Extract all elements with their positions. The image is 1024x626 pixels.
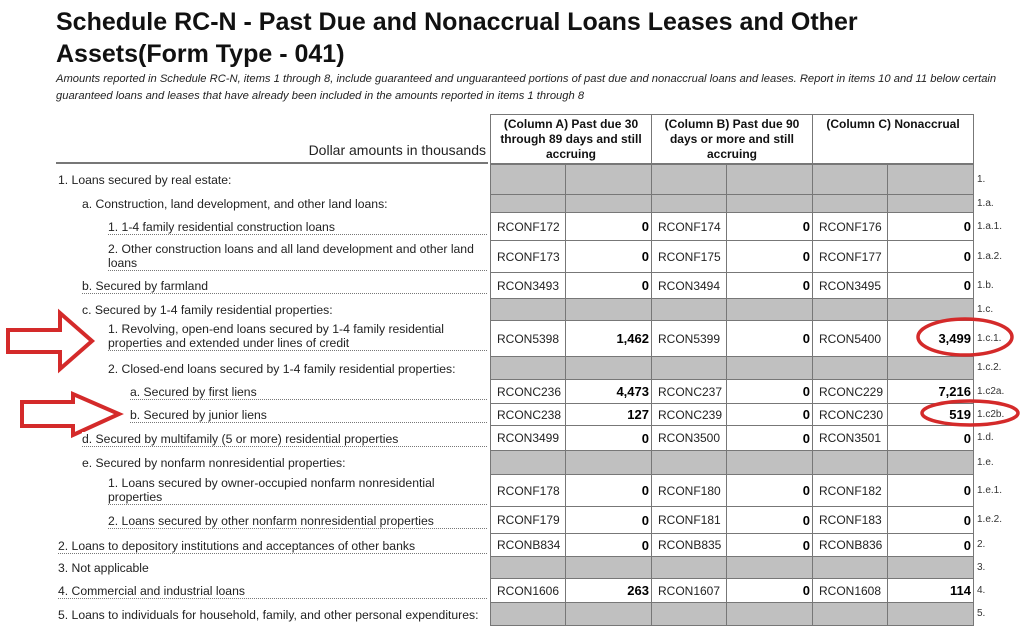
amount-value: 0: [726, 212, 813, 241]
line-item-label: [108, 322, 487, 351]
shaded-cell: [812, 450, 888, 475]
amount-value: 0: [565, 240, 652, 273]
mdrm-code: RCONF176: [812, 212, 888, 241]
mdrm-code: RCONC238: [490, 403, 566, 426]
mdrm-code: RCONF179: [490, 506, 566, 534]
amount-value: 0: [565, 533, 652, 557]
mdrm-code: RCON5398: [490, 320, 566, 357]
shaded-cell: [490, 298, 566, 321]
mdrm-code: RCON3494: [651, 272, 727, 299]
arrow-annotation-1c1: [8, 313, 92, 369]
column-b-header: (Column B) Past due 90 days or more and still accruing: [651, 114, 813, 164]
line-item-text: b. Secured by farmland: [82, 279, 209, 293]
amount-value: 0: [726, 533, 813, 557]
line-reference: 1.c.2.: [977, 362, 1002, 373]
line-item-label: [82, 197, 487, 211]
mdrm-code: RCONF174: [651, 212, 727, 241]
line-item-label: [82, 432, 487, 447]
line-item-text: 2. Closed-end loans secured by 1-4 family residential properties:: [108, 361, 456, 376]
shaded-cell: [565, 298, 652, 321]
shaded-cell: [887, 298, 974, 321]
line-item-label: [130, 385, 487, 400]
line-item-text: e. Secured by nonfarm nonresidential properties:: [82, 456, 346, 470]
amount-value: 0: [726, 578, 813, 603]
amount-value: 0: [887, 212, 974, 241]
line-item-text: 2. Other construction loans and all land development and other land loans: [108, 242, 474, 270]
line-item-text: 3. Not applicable: [58, 561, 149, 575]
line-item-text: c. Secured by 1-4 family residential properties:: [82, 303, 333, 317]
amount-value: 0: [887, 474, 974, 507]
column-a-header: (Column A) Past due 30 through 89 days and still accruing: [490, 114, 652, 164]
shaded-cell: [565, 194, 652, 213]
mdrm-code: RCONC237: [651, 379, 727, 404]
amount-value: 0: [565, 272, 652, 299]
mdrm-code: RCON3499: [490, 425, 566, 451]
amount-value: 7,216: [887, 379, 974, 404]
line-reference: 1.c.: [977, 303, 994, 315]
amount-value: 4,473: [565, 379, 652, 404]
shaded-cell: [812, 194, 888, 213]
dollar-amounts-label: Dollar amounts in thousands: [308, 142, 486, 158]
line-reference: 1.c2b.: [977, 408, 1005, 420]
line-reference: 5.: [977, 608, 986, 619]
amount-value: 0: [565, 212, 652, 241]
line-item-text: 5. Loans to individuals for household, family, and other personal expenditures:: [58, 607, 479, 622]
line-item-label: [58, 561, 487, 575]
mdrm-code: RCONC229: [812, 379, 888, 404]
line-item-label: [82, 303, 487, 317]
line-reference: 3.: [977, 561, 986, 573]
shaded-cell: [887, 164, 974, 195]
amount-value: 0: [887, 240, 974, 273]
line-reference: 1.d.: [977, 432, 994, 443]
line-reference: 1.a.2.: [977, 250, 1003, 262]
shaded-cell: [565, 602, 652, 626]
line-item-text: 1. Loans secured by owner-occupied nonfarm nonresidential properties: [108, 476, 435, 504]
dollar-amounts-header: [56, 114, 488, 164]
line-reference: 1.: [977, 173, 986, 185]
mdrm-code: RCONF181: [651, 506, 727, 534]
line-item-text: a. Construction, land development, and other land loans:: [82, 197, 388, 211]
line-item-text: 2. Loans secured by other nonfarm nonresidential properties: [108, 513, 434, 528]
line-item-label: [108, 242, 487, 271]
amount-value: 0: [726, 425, 813, 451]
shaded-cell: [490, 194, 566, 213]
shaded-cell: [490, 356, 566, 380]
line-reference: 4.: [977, 584, 986, 596]
line-item-text: 4. Commercial and industrial loans: [58, 584, 245, 598]
shaded-cell: [651, 164, 727, 195]
amount-value: 263: [565, 578, 652, 603]
amount-value: 114: [887, 578, 974, 603]
shaded-cell: [651, 356, 727, 380]
mdrm-code: RCONF175: [651, 240, 727, 273]
mdrm-code: RCON3501: [812, 425, 888, 451]
shaded-cell: [565, 164, 652, 195]
shaded-cell: [887, 556, 974, 579]
amount-value: 0: [726, 474, 813, 507]
mdrm-code: RCONB834: [490, 533, 566, 557]
shaded-cell: [651, 450, 727, 475]
line-item-label: [108, 476, 487, 505]
schedule-note: Amounts reported in Schedule RC-N, items 1 through 8, include guaranteed and unguaranteed portions of past due and nonaccrual loans and leases. Report in items 10 and 11 below certain guaranteed loans and leases that have already been included in the amounts reported in items 1 through 8: [56, 73, 997, 102]
line-item-label: [58, 584, 487, 599]
amount-value: 0: [887, 506, 974, 534]
shaded-cell: [490, 450, 566, 475]
line-item-text: d. Secured by multifamily (5 or more) residential properties: [82, 431, 399, 446]
shaded-cell: [812, 356, 888, 380]
mdrm-code: RCONF183: [812, 506, 888, 534]
amount-value: 0: [726, 506, 813, 534]
line-reference: 1.a.1.: [977, 220, 1003, 232]
shaded-cell: [726, 164, 813, 195]
line-item-label: [58, 539, 487, 554]
column-c-header: (Column C) Nonaccrual: [812, 114, 974, 164]
shaded-cell: [565, 450, 652, 475]
amount-value: 0: [887, 272, 974, 299]
line-item-text: 1. Revolving, open-end loans secured by 1-4 family residential properties and extended under lines of credit: [108, 322, 445, 350]
amount-value: 519: [887, 403, 974, 426]
shaded-cell: [812, 602, 888, 626]
line-item-label: [108, 362, 487, 376]
mdrm-code: RCON5400: [812, 320, 888, 357]
mdrm-code: RCONB836: [812, 533, 888, 557]
line-item-text: 2. Loans to depository institutions and acceptances of other banks: [58, 538, 416, 553]
mdrm-code: RCONF177: [812, 240, 888, 273]
amount-value: 0: [887, 533, 974, 557]
line-reference: 1.e.: [977, 456, 994, 468]
mdrm-code: RCONF178: [490, 474, 566, 507]
shaded-cell: [887, 602, 974, 626]
mdrm-code: RCON1607: [651, 578, 727, 603]
shaded-cell: [651, 556, 727, 579]
mdrm-code: RCONF180: [651, 474, 727, 507]
mdrm-code: RCON1608: [812, 578, 888, 603]
line-reference: 1.b.: [977, 279, 994, 291]
amount-value: 127: [565, 403, 652, 426]
arrow-annotation-1c2b: [22, 394, 119, 435]
amount-value: 0: [565, 506, 652, 534]
amount-value: 0: [726, 379, 813, 404]
line-item-text: 1. 1-4 family residential construction loans: [108, 220, 335, 234]
amount-value: 0: [726, 272, 813, 299]
amount-value: 0: [726, 403, 813, 426]
shaded-cell: [887, 356, 974, 380]
shaded-cell: [726, 194, 813, 213]
mdrm-code: RCONC236: [490, 379, 566, 404]
line-reference: 2.: [977, 539, 986, 550]
line-item-label: [108, 514, 487, 529]
line-item-label: [82, 456, 487, 470]
shaded-cell: [651, 194, 727, 213]
mdrm-code: RCON3493: [490, 272, 566, 299]
line-reference: 1.c2a.: [977, 385, 1005, 397]
mdrm-code: RCON1606: [490, 578, 566, 603]
page-title: Schedule RC-N - Past Due and Nonaccrual Loans Leases and Other Assets(Form Type - 041): [56, 8, 858, 68]
shaded-cell: [726, 556, 813, 579]
shaded-cell: [490, 164, 566, 195]
shaded-cell: [726, 298, 813, 321]
line-item-text: 1. Loans secured by real estate:: [58, 173, 232, 187]
line-reference: 1.e.2.: [977, 514, 1003, 525]
mdrm-code: RCONB835: [651, 533, 727, 557]
line-item-label: [58, 608, 487, 622]
amount-value: 0: [726, 240, 813, 273]
mdrm-code: RCON3500: [651, 425, 727, 451]
shaded-cell: [726, 602, 813, 626]
mdrm-code: RCON5399: [651, 320, 727, 357]
mdrm-code: RCONC239: [651, 403, 727, 426]
line-item-text: a. Secured by first liens: [130, 385, 257, 399]
line-reference: 1.a.: [977, 197, 994, 209]
amount-value: 1,462: [565, 320, 652, 357]
line-item-label: [82, 279, 487, 294]
shaded-cell: [887, 450, 974, 475]
shaded-cell: [812, 164, 888, 195]
amount-value: 0: [726, 320, 813, 357]
mdrm-code: RCONC230: [812, 403, 888, 426]
shaded-cell: [565, 356, 652, 380]
shaded-cell: [726, 356, 813, 380]
shaded-cell: [651, 602, 727, 626]
line-item-label: [58, 173, 487, 187]
line-reference: 1.c.1.: [977, 332, 1002, 344]
shaded-cell: [887, 194, 974, 213]
mdrm-code: RCON3495: [812, 272, 888, 299]
shaded-cell: [812, 556, 888, 579]
line-item-text: b. Secured by junior liens: [130, 408, 267, 422]
shaded-cell: [490, 602, 566, 626]
shaded-cell: [565, 556, 652, 579]
line-item-label: [130, 408, 487, 423]
amount-value: 0: [887, 425, 974, 451]
shaded-cell: [726, 450, 813, 475]
line-reference: 1.e.1.: [977, 484, 1003, 496]
mdrm-code: RCONF182: [812, 474, 888, 507]
amount-value: 3,499: [887, 320, 974, 357]
mdrm-code: RCONF173: [490, 240, 566, 273]
line-item-label: [108, 220, 487, 235]
mdrm-code: RCONF172: [490, 212, 566, 241]
shaded-cell: [490, 556, 566, 579]
shaded-cell: [651, 298, 727, 321]
shaded-cell: [812, 298, 888, 321]
amount-value: 0: [565, 474, 652, 507]
amount-value: 0: [565, 425, 652, 451]
